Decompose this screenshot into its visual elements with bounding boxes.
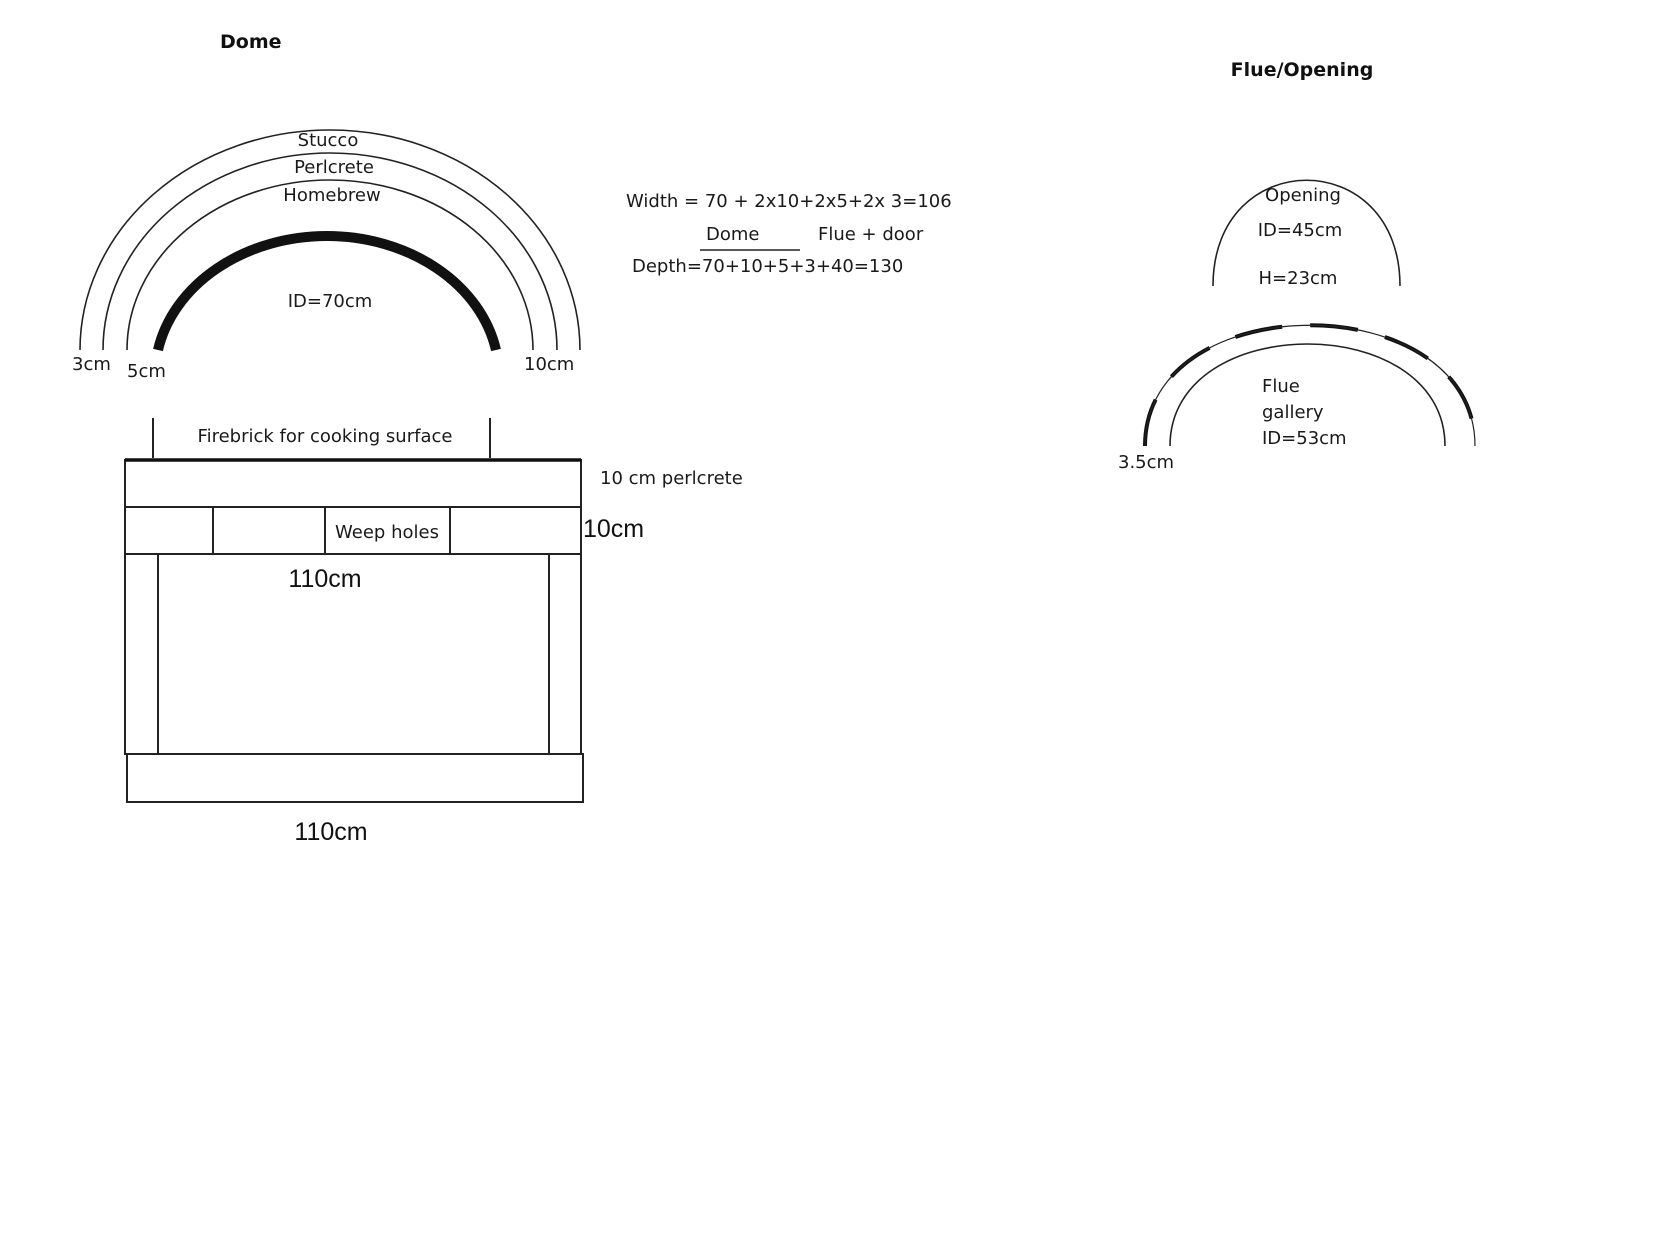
dome-term-label: Dome	[706, 224, 760, 245]
perlcrete-slab-label: 10 cm perlcrete	[600, 468, 743, 489]
slab-height-label: 10cm	[583, 515, 645, 543]
inner-width-label: 110cm	[288, 565, 362, 593]
perlcrete-label: Perlcrete	[294, 157, 374, 178]
firebrick-label: Firebrick for cooking surface	[197, 426, 453, 447]
stucco-label: Stucco	[297, 130, 359, 151]
dome-thickness-5cm: 5cm	[127, 361, 166, 382]
flue-title: Flue/Opening	[1230, 59, 1374, 81]
footing-slab	[127, 754, 583, 802]
flue-gallery-id-label: ID=53cm	[1262, 428, 1347, 449]
opening-label: Opening	[1265, 185, 1341, 206]
dome-thickness-3cm: 3cm	[72, 354, 111, 375]
bottom-width-label: 110cm	[294, 818, 368, 846]
opening-height-label: H=23cm	[1258, 268, 1338, 289]
dome-inner-diameter: ID=70cm	[287, 291, 373, 312]
flue-gallery-label-2: gallery	[1262, 402, 1324, 423]
homebrew-label: Homebrew	[283, 185, 381, 206]
weep-holes-label: Weep holes	[335, 522, 439, 543]
opening-id-label: ID=45cm	[1257, 220, 1343, 241]
width-formula: Width = 70 + 2x10+2x5+2x 3=106	[626, 191, 952, 212]
flue-gallery-label-1: Flue	[1262, 376, 1300, 397]
depth-formula: Depth=70+10+5+3+40=130	[632, 256, 904, 277]
dome-thickness-10cm: 10cm	[524, 354, 575, 375]
perlcrete-slab	[125, 460, 581, 507]
dome-title: Dome	[220, 31, 282, 53]
flue-thickness-label: 3.5cm	[1118, 452, 1175, 473]
flue-door-term-label: Flue + door	[818, 224, 924, 245]
